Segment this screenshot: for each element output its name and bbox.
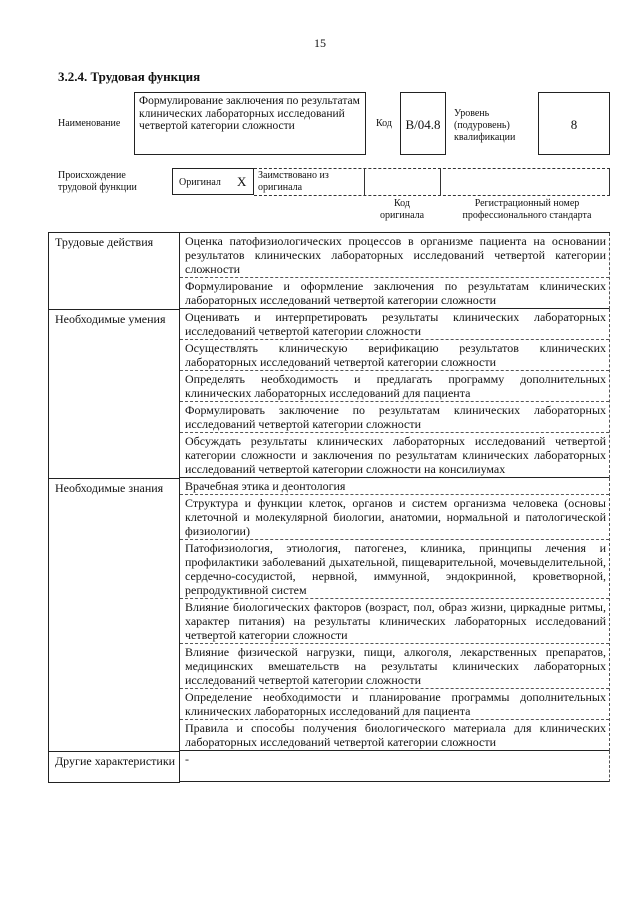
function-table [48,232,610,783]
table-row [49,309,610,478]
origin-divider-1 [364,168,365,195]
name-label: Наименование [58,118,121,129]
row-label: Необходимые умения [49,309,180,478]
list-item: Определять необходимость и предлагать программу дополнительных клинических лабораторных исследований для пациента [180,371,609,402]
origin-original-box [172,168,254,195]
list-item: Оценка патофизиологических процессов в организме пациента на основании результатов клинических лабораторных исследований четвертой категории сложности [180,233,609,278]
section-title: 3.2.4. Трудовая функция [58,69,201,84]
table-row [49,751,610,782]
list-item: Осуществлять клиническую верификацию результатов клинических лабораторных исследований четвертой категории сложности [180,340,609,371]
origin-top-rule [254,168,610,169]
row-label: Трудовые действия [49,233,180,310]
origin-divider-2 [440,168,441,195]
list-item: Формулирование и оформление заключения по результатам клинических лабораторных исследований четвертой категории сложности [180,278,609,309]
level-label: Уровень (подуровень) квалификации [454,108,516,143]
code-label: Код [376,118,392,129]
list-item: Определение необходимости и планирование программы дополнительных клинических лабораторных исследований для пациента [180,689,609,720]
list-item: Патофизиология, этиология, патогенез, клиника, принципы лечения и профилактики заболеваний дыхательной, пищеварительной, мочевыделительной, сердечно-сосудистой, нервной, иммунной, эндокринной, кроветворной, репродуктивной систем [180,540,609,599]
origin-label: Происхождение трудовой функции [58,170,137,193]
reg-number-caption: Регистрационный номер профессионального стандарта [462,198,592,221]
page-number: 15 [314,36,326,50]
list-item: - [180,751,609,782]
list-item: Оценивать и интерпретировать результаты клинических лабораторных исследований четвертой категории сложности [180,309,609,340]
table-row [49,478,610,751]
origin-divider-3 [609,168,610,195]
list-item: Структура и функции клеток, органов и систем организма человека (основы клеточной и молекулярной биологии, анатомии, нормальной и патологической физиологии) [180,495,609,540]
original-mark: X [237,174,247,189]
origin-bottom-rule [254,195,610,196]
list-item: Обсуждать результаты клинических лабораторных исследований четвертой категории сложности и заключения по результатам клинических лабораторных исследований четвертой категории сложности на консилиумах [180,433,609,478]
level-value: 8 [538,92,610,155]
list-item: Влияние физической нагрузки, пищи, алкоголя, лекарственных препаратов, медицинских вмешательств на результаты клинических лабораторных исследований четвертой категории сложности [180,644,609,689]
borrowed-label: Заимствовано из оригинала [258,170,329,193]
code-original-caption: Код оригинала [379,198,425,221]
name-value: Формулирование заключения по результатам клинических лабораторных исследований четвертой категории сложности [134,92,366,155]
list-item: Формулировать заключение по результатам клинических лабораторных исследований четвертой категории сложности [180,402,609,433]
list-item: Врачебная этика и деонтология [180,478,609,495]
row-label: Необходимые знания [49,478,180,751]
row-label: Другие характеристики [49,751,180,782]
code-value: B/04.8 [400,92,446,155]
list-item: Правила и способы получения биологического материала для клинических лабораторных исследований четвертой категории сложности [180,720,609,751]
list-item: Влияние биологических факторов (возраст, пол, образ жизни, циркадные ритмы, характер питания) на результаты клинических лабораторных исследований четвертой категории сложности [180,599,609,644]
original-label: Оригинал [179,177,221,188]
table-row [49,233,610,310]
